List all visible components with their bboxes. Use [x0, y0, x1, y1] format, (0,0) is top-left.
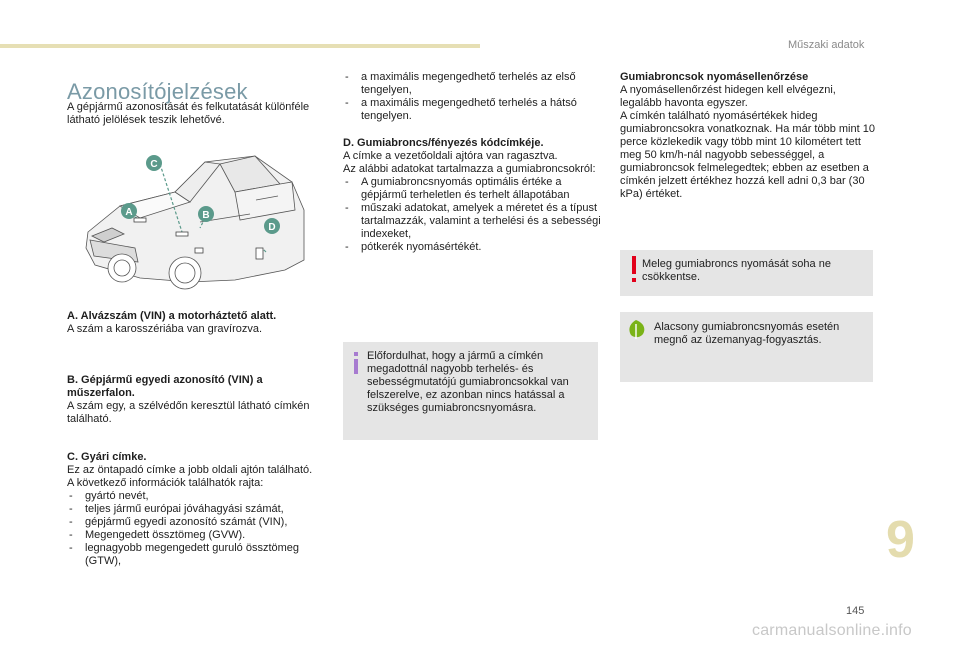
marker-c	[146, 155, 162, 171]
list-item: - gépjármű egyedi azonosító számát (VIN),	[67, 516, 327, 529]
marker-d	[264, 218, 280, 234]
marker-d-label: D	[268, 222, 276, 233]
tyre-pressure-title: Gumiabroncsok nyomásellenőrzése	[620, 71, 809, 83]
section-c	[67, 451, 327, 568]
section-b-title: B. Gépjármű egyedi azonosító (VIN) a műszerfalon.	[67, 374, 263, 399]
list-item: - legnagyobb megengedett guruló össztömeg (GTW),	[67, 542, 327, 568]
list-item: - pótkerék nyomásértékét.	[343, 241, 601, 254]
section-d	[343, 137, 601, 254]
section-d-title: D. Gumiabroncs/fényezés kódcímkéje.	[343, 137, 544, 149]
eco-text: Alacsony gumiabroncsnyomás esetén megnő az üzemanyag-fogyasztás.	[654, 321, 840, 346]
leaf-icon	[625, 318, 647, 340]
marker-a-label: A	[125, 207, 133, 218]
info-icon	[351, 352, 361, 374]
chapter-number: 9	[886, 511, 915, 569]
section-b	[67, 374, 322, 426]
marker-b	[198, 206, 214, 222]
section-d-line: Az alábbi adatokat tartalmazza a gumiabroncsokról:	[343, 163, 596, 175]
info-text: Előfordulhat, hogy a jármű a címkén megadottnál nagyobb terhelés- és sebességmutatójú gumiabroncsokkal van felszerelve, ez azonban nincs hatással a szükséges gumiabroncsnyomásra.	[367, 350, 569, 414]
warning-text: Meleg gumiabroncs nyomását soha ne csökkentse.	[642, 258, 831, 283]
section-a	[67, 310, 322, 336]
list-item: - műszaki adatokat, amelyek a méretet és a típust tartalmazzák, valamint a terhelési és a sebességi indexeket,	[343, 202, 601, 241]
section-a-body: A szám a karosszériába van gravírozva.	[67, 323, 263, 335]
section-title: Műszaki adatok	[788, 39, 865, 51]
page-title: Azonosítójelzések	[67, 78, 248, 104]
list-item: - a maximális megengedhető terhelés a hátsó tengelyen.	[343, 97, 601, 123]
eco-box	[620, 312, 873, 382]
header-bar	[0, 44, 480, 48]
section-d-line: A címke a vezetőoldali ajtóra van ragasztva.	[343, 150, 558, 162]
car-illustration	[80, 140, 310, 310]
warning-box	[620, 250, 873, 296]
marker-b-label: B	[202, 210, 210, 221]
section-a-title: A. Alvázszám (VIN) a motorháztető alatt.	[67, 310, 277, 322]
tyre-pressure-paragraph: A címkén található nyomásértékek hideg gumiabroncsokra vonatkoznak. Ha már több mint 10 perce közlekedik vagy több mint 10 kilométert tett meg 50 km/h-nál nagyobb sebességgel, a gumiabroncsok felmelegedtek; ebben az esetben a címkén jelzett értékhez hozzá kell adni 0,3 bar (30 kPa) értéket.	[620, 110, 875, 200]
marker-c-label: C	[150, 159, 158, 170]
section-b-body: A szám egy, a szélvédőn keresztül látható címkén található.	[67, 400, 310, 425]
list-item: - gyártó nevét,	[67, 490, 327, 503]
page-number: 145	[846, 605, 865, 617]
list-item: - Megengedett össztömeg (GVW).	[67, 529, 327, 542]
tyre-pressure-section	[620, 71, 875, 201]
section-c-line: Ez az öntapadó címke a jobb oldali ajtón található.	[67, 464, 313, 476]
marker-a	[121, 203, 137, 219]
list-item: - A gumiabroncsnyomás optimális értéke a gépjármű terheletlen és terhelt állapotában	[343, 176, 601, 202]
section-c-line: A következő információk találhatók rajta:	[67, 477, 264, 489]
info-box	[343, 342, 598, 440]
section-c-title: C. Gyári címke.	[67, 451, 147, 463]
list-item: - teljes jármű európai jóváhagyási számát,	[67, 503, 327, 516]
watermark-text: carmanualsonline.info	[752, 622, 912, 639]
list-item: - a maximális megengedhető terhelés az első tengelyen,	[343, 71, 601, 97]
warning-icon	[628, 256, 640, 284]
intro-text: A gépjármű azonosítását és felkutatását különféle látható jelölések teszik lehetővé.	[67, 101, 310, 126]
tyre-pressure-paragraph: A nyomásellenőrzést hidegen kell elvégezni, legalább havonta egyszer.	[620, 84, 836, 109]
axle-load-list	[343, 71, 601, 123]
